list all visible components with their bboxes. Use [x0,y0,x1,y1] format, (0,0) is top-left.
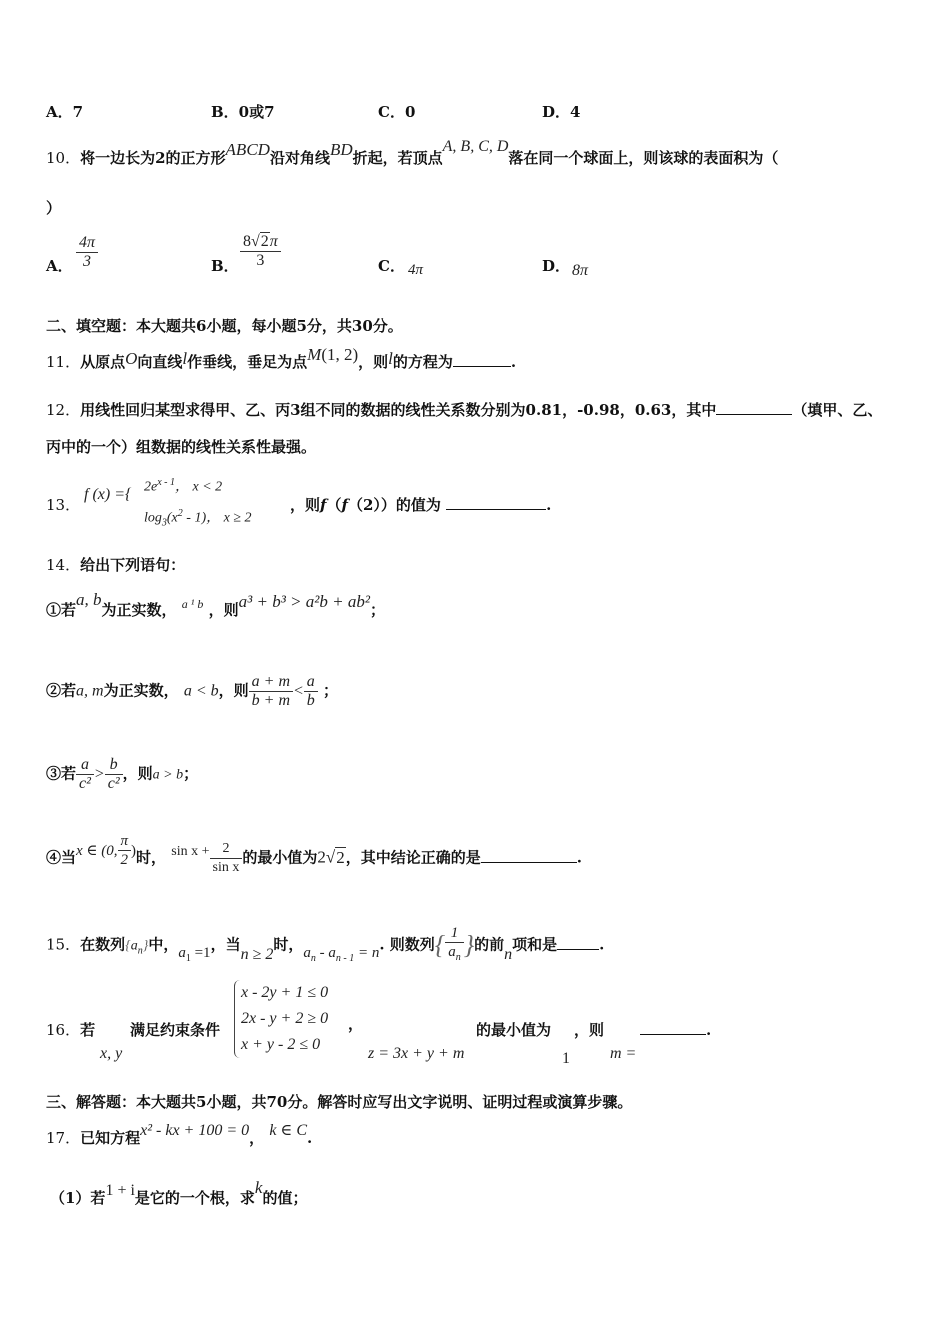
q14-s2-math-ab: a < b [183,682,219,700]
q17-text-1: 已知方程 [80,1129,141,1147]
q17-text-3: . [307,1129,313,1147]
q14-s2-frac1-den: b + m [251,692,290,709]
q11-answer-blank[interactable] [453,364,511,367]
q9-option-b: B．0或7 [211,103,275,121]
q13-case-2: $\log_3(x^2 - 1)$， x ≥ 2 [144,507,252,529]
q13-piecewise [144,470,252,536]
q12-text-1: 用线性回归某型求得甲、乙、丙3组不同的数据的线性关系数分别为0.81，-0.98，0.63，其中 [80,401,717,419]
q15-text-5: . 则数列 [379,935,435,954]
q12-answer-blank[interactable] [716,412,792,415]
q17-1-math-k: k [254,1178,263,1197]
q17-text-2: ， [249,1129,265,1147]
q13-function-name: f (x) ={ [84,486,132,503]
q15-text-2: 中， [148,935,179,954]
q16-constraint-3: x + y - 2 ≤ 0 [241,1036,321,1053]
q15-text-3: ，当 [210,935,241,954]
q16-text-3: ， [348,1015,364,1033]
q10-option-a-frac [76,234,98,271]
q14-s2-frac2-den: b [306,692,315,709]
q13-case-1: $2e^{x - 1}$， x < 2 [144,477,223,495]
q16-constraint-1: x - 2y + 1 ≤ 0 [241,984,329,1001]
q12-stem-continued: 丙中的一个）组数据的线性关系性最强。 [46,438,317,456]
q14-s4-radicand: 2 [336,847,345,867]
q17-1-text-1: （1）若 [50,1189,106,1207]
q10-option-c-value: 4π [408,262,424,278]
q17-1-math-root: 1 + i [105,1182,135,1199]
q11-text-5: 的方程为 [392,353,453,371]
q14-s4-math-interval: x ∈ (0, [76,842,118,859]
q15-text-6: 的前 [474,935,505,954]
q16-text-4: 的最小值为 [476,1021,552,1039]
q15-stem: 15．在数列$\{a_n\}$中，$a_1 =1$，当n ≥ 2时，$a_n - a_{n - 1} = n$. 则数列{ $\frac{1}{a_n}$ }的前n项和是 . [46,925,605,964]
q15-text-4: 时， [273,935,304,954]
q14-s1-math-ab: a, b [76,590,102,609]
q15-math-a1: a [178,944,186,961]
q10-option-c-label: C． [378,257,405,275]
q10-text-2: 沿对角线 [269,149,330,167]
q16-number-and-lead [46,1020,95,1040]
q14-s2-pre: ②若 [46,681,77,700]
q14-s3-frac1-den: c² [79,775,91,792]
q13-answer-blank[interactable] [446,507,546,510]
q10-stem [46,138,779,169]
q14-s4-frac2-den: sin x [212,860,240,875]
q13-text-end: . [546,496,552,514]
q10-text-4: 落在同一个球面上，则该球的表面积为（ [508,149,779,167]
q14-s4-coef: 2 [317,847,326,867]
q14-s3-pre: ③若 [46,764,77,783]
q17-number: 17． [46,1129,81,1147]
q15-math-an: a [130,938,138,954]
section-2-heading: 二、填空题：本大题共6小题，每小题5分，共30分。 [46,317,403,335]
q10-option-d-value: 8π [572,262,589,279]
q13-number: 13． [46,496,81,514]
q17-1-text-3: 的值； [262,1189,308,1207]
q11-math-m: M [307,345,322,364]
q17-1-text-2: 是它的一个根，求 [134,1189,255,1207]
q16-math-m: m = [610,1045,637,1062]
q9-option-c: C．0 [378,103,416,121]
q11-math-o: O [125,349,138,368]
q17-stem [46,1122,313,1149]
q9-option-d: D．4 [542,103,581,121]
q11-math-point: (1, 2) [321,345,359,364]
q16-number: 16． [46,1021,81,1039]
q15-text-1: 在数列 [80,935,126,954]
q16-text-1: 若 [80,1021,96,1039]
q14-title: 给出下列语句： [80,556,186,574]
q16-text-end: . [706,1021,712,1039]
q11-stem [46,345,517,372]
q10-option-b-frac: $\frac{8√2\pi}{3}$ [240,232,281,270]
q14-s4-math-sin: sin x + [171,843,210,859]
q14-s3-frac2-num: b [105,756,123,775]
q14-s3-frac1-num: a [76,756,94,775]
q10-option-b-denominator: 3 [256,252,265,269]
q14-s1-end: ； [369,601,385,619]
q14-stem [46,555,185,575]
q16-math-z: z = 3x + y + m [368,1045,465,1062]
q17-math-equation: x² - kx + 100 = 0 [140,1122,250,1139]
q14-s2-end: ； [323,681,339,700]
q12-text-2: （填甲、乙、 [792,401,883,419]
q14-statement-4: ④当x ∈ (0, $\frac{\pi}{2}$ )时， sin x + $\frac{2}{\text{sin x}}$ 的最小值为2√2，其中结论正确的是 . [46,833,582,875]
q14-s2-text-1: 为正实数， [103,681,179,700]
q16-text-5: ，则 [574,1021,605,1039]
q10-text-3: 折起，若顶点 [352,149,443,167]
q11-text-2: 向直线 [137,353,183,371]
q12-stem [46,400,882,420]
q15-math-n-ge-2: n ≥ 2 [240,945,274,963]
q14-s1-math-ineq: a³ + b³ > a²b + ab² [238,592,370,611]
q11-text-4: ，则 [358,353,389,371]
q13-paren: （ [326,496,342,514]
section-3-heading: 三、解答题：本大题共5小题，共70分。解答时应写出文字说明、证明过程或演算步骤。 [46,1093,633,1111]
q14-s2-text-2: ，则 [218,681,249,700]
q10-option-a-label: A． [46,257,73,275]
q14-statement-3 [46,756,198,793]
q11-number: 11． [46,353,81,371]
q9-option-a: A．7 [46,103,84,121]
q12-number: 12． [46,401,81,419]
q14-answer-blank[interactable] [481,860,577,863]
q10-option-b-radicand: 2 [260,233,269,250]
q13-stem-tail [290,495,551,515]
q14-s4-text-3: ，其中结论正确的是 [345,848,481,867]
q16-constraint-2: 2x - y + 2 ≥ 0 [241,1010,329,1027]
q10-option-a-denominator: 3 [83,253,91,270]
q11-text-1: 从原点 [80,353,126,371]
q15-math-recur: a [303,944,311,961]
q13-text-2: （2））的值为 [347,496,441,514]
q14-s4-pre: ④当 [46,848,77,867]
q14-s2-frac1-num: a + m [249,673,293,692]
q17-math-k-in-c: k ∈ C [269,1122,308,1139]
q14-s3-end: ； [183,764,199,783]
q13-text-1: ，则 [290,496,321,514]
q13-f-1: f [320,496,327,514]
q16-math-xy: x, y [100,1045,123,1062]
q14-statement-2 [46,673,338,710]
q14-s2-frac2-num: a [304,673,318,692]
q10-math-vertices: A, B, C, D [442,138,509,155]
q11-math-l2: l [388,349,393,368]
q14-s3-text-1: ，则 [122,764,153,783]
q14-s3-frac2-den: c² [107,775,120,792]
q14-s1-text-2: ，则 [208,601,239,619]
q14-s4-frac-den: 2 [120,852,129,868]
q10-option-b-coef: 8 [243,233,251,250]
q15-frac-den: a [448,944,456,960]
q10-option-b-pi: π [269,233,278,250]
q10-math-abcd: ABCD [225,140,270,159]
q10-option-a-numerator: 4π [76,234,98,253]
q16-math-1: 1 [562,1050,570,1067]
q15-number: 15． [46,935,81,954]
q14-s4-text-1: 时， [136,848,167,867]
q14-s1-text-1: 为正实数， [101,601,177,619]
q10-option-b-label: B． [211,257,239,275]
q16-text-2: 满足约束条件 [130,1021,221,1039]
q14-s4-frac2-num: 2 [210,840,243,859]
q15-frac-num: 1 [445,924,464,943]
q14-s2-lt: < [293,682,304,700]
q15-math-n: n [504,945,513,963]
q14-s4-end: . [576,848,582,867]
q14-s4-frac-num: π [118,832,132,851]
q14-s1-pre: ①若 [46,601,77,619]
q15-text-7: 项和是 [512,935,558,954]
q16-constraints [234,980,328,1058]
q10-math-bd: BD [329,140,353,159]
q10-number: 10． [46,149,81,167]
q14-s3-math-agtb: a > b [152,767,184,783]
q14-s4-close: ) [131,842,137,859]
q14-s1-math-neq: a ¹ b [181,597,204,611]
q14-statement-1 [46,590,385,621]
q13-f-2: f [341,496,348,514]
q14-s4-text-2: 的最小值为 [242,848,318,867]
q16-blank-line [640,1020,711,1040]
q14-s2-math-am: a, m [76,682,104,700]
q14-s3-gt: > [93,765,105,783]
q16-answer-blank[interactable] [640,1032,706,1035]
q10-option-d-label: D． [542,257,571,275]
q11-text-6: . [510,353,517,371]
q15-answer-blank[interactable] [557,947,599,950]
q10-text-1: 将一边长为2的正方形 [80,149,226,167]
q14-number: 14． [46,556,81,574]
q17-part-1 [50,1178,308,1209]
q11-math-l: l [182,349,188,368]
q11-text-3: 作垂线，垂足为点 [187,353,308,371]
q15-text-end: . [599,935,605,954]
q10-stem-close: ） [46,199,62,217]
